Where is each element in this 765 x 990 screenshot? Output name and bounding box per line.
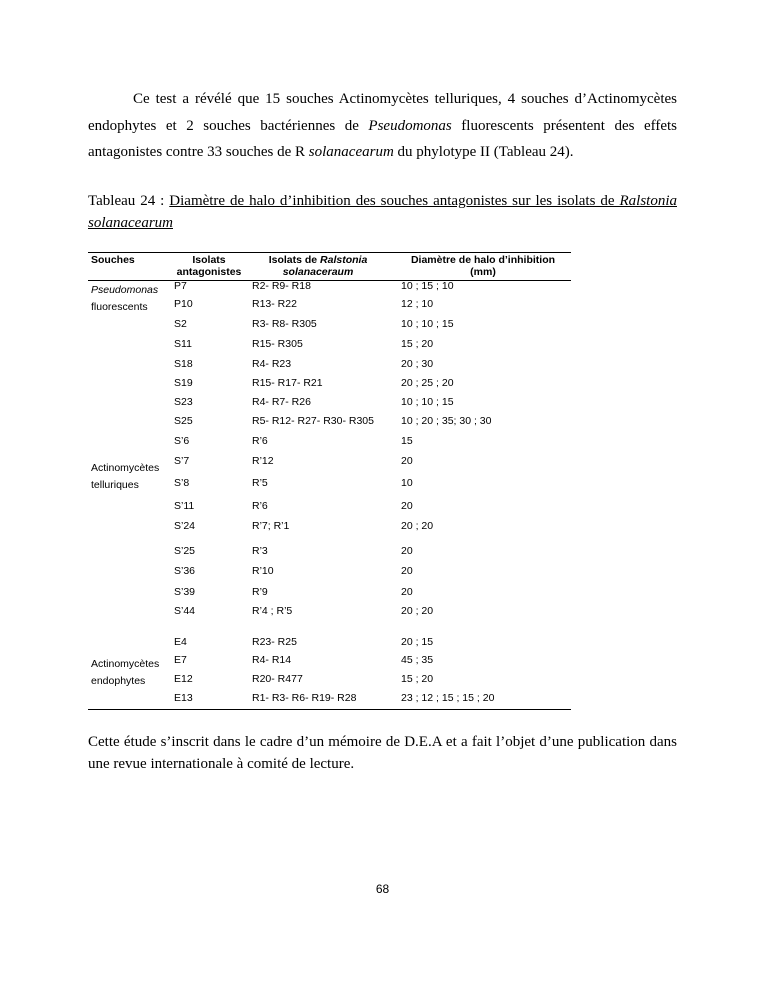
table-bottom-rule <box>88 709 571 710</box>
header-isolats-antagonistes: Isolats antagonistes <box>176 254 242 278</box>
table-cell-ralstonia: R23- R25 <box>252 636 297 648</box>
table-cell-ralstonia: R’3 <box>252 545 268 557</box>
caption-label: Tableau 24 : <box>88 193 170 209</box>
table-cell-ralstonia: R4- R14 <box>252 654 292 666</box>
table-cell-ralstonia: R1- R3- R6- R19- R28 <box>252 692 357 704</box>
table-cell-isolat: S19 <box>174 377 193 389</box>
caption-title: Diamètre de halo d’inhibition des souches antagonistes sur les isolats de Ralstonia solanacearum <box>88 193 677 231</box>
table-cell-ralstonia: R’9 <box>252 586 268 598</box>
table-cell-isolat: E7 <box>174 654 187 666</box>
table-cell-diametre: 10 <box>401 477 413 489</box>
group-actinomycetes-endophytes: Actinomycètes endophytes <box>91 658 160 687</box>
table-cell-diametre: 20 <box>401 455 413 467</box>
table-cell-diametre: 15 <box>401 435 413 447</box>
table-cell-isolat: S’39 <box>174 586 196 598</box>
table-header-rule <box>88 280 571 281</box>
table-cell-isolat: S’11 <box>174 500 195 512</box>
table-cell-isolat: S25 <box>174 415 193 427</box>
group-actinomycetes-telluriques: Actinomycètes telluriques <box>91 462 160 491</box>
table-cell-ralstonia: R’5 <box>252 477 268 489</box>
header-isolats-ralstonia: Isolats de Ralstonia solanaceraum <box>268 254 368 278</box>
table-cell-isolat: S’7 <box>174 455 190 467</box>
table-cell-ralstonia: R5- R12- R27- R30- R305 <box>252 415 374 427</box>
table-cell-diametre: 20 <box>401 565 413 577</box>
table-cell-ralstonia: R13- R22 <box>252 298 297 310</box>
table-cell-isolat: S’24 <box>174 520 196 532</box>
table-cell-isolat: S18 <box>174 358 193 370</box>
table-caption <box>88 190 677 234</box>
header-souches: Souches <box>91 254 135 266</box>
table-cell-ralstonia: R’4 ; R’5 <box>252 605 293 617</box>
table-cell-isolat: S2 <box>174 318 187 330</box>
table-cell-ralstonia: R’10 <box>252 565 274 577</box>
table-cell-diametre: 12 ; 10 <box>401 298 434 310</box>
table-cell-diametre: 20 ; 25 ; 20 <box>401 377 454 389</box>
table-cell-isolat: S’44 <box>174 605 196 617</box>
table-cell-ralstonia: R’6 <box>252 500 268 512</box>
table-cell-ralstonia: R15- R17- R21 <box>252 377 323 389</box>
header-diametre: Diamètre de halo d’inhibition (mm) <box>410 254 556 278</box>
table-cell-diametre: 23 ; 12 ; 15 ; 15 ; 20 <box>401 692 495 704</box>
table-cell-diametre: 15 ; 20 <box>401 338 434 350</box>
group-pseudomonas-fluorescents: Pseudomonas fluorescents <box>91 284 159 313</box>
table-cell-isolat: S23 <box>174 396 193 408</box>
table-cell-ralstonia: R’12 <box>252 455 274 467</box>
table-cell-ralstonia: R20- R477 <box>252 673 303 685</box>
table-cell-diametre: 45 ; 35 <box>401 654 434 666</box>
table-cell-diametre: 20 <box>401 586 413 598</box>
table-cell-isolat: S’25 <box>174 545 196 557</box>
intro-paragraph: Ce test a révélé que 15 souches Actinomycètes telluriques, 4 souches d’Actinomycètes endophytes et 2 souches bactériennes de Pseudomonas fluorescents présentent des effets antagonistes contre 33 souches de R solanacearum du phylotype II (Tableau 24). <box>88 91 678 160</box>
table-cell-ralstonia: R4- R7- R26 <box>252 396 311 408</box>
table-cell-isolat: S’36 <box>174 565 196 577</box>
table-cell-diametre: 20 ; 20 <box>401 605 434 617</box>
table-cell-isolat: S’8 <box>174 477 190 489</box>
table-cell-diametre: 15 ; 20 <box>401 673 434 685</box>
table-cell-diametre: 20 ; 15 <box>401 636 434 648</box>
table-cell-diametre: 20 ; 20 <box>401 520 434 532</box>
table-cell-ralstonia: R3- R8- R305 <box>252 318 317 330</box>
table-cell-diametre: 10 ; 10 ; 15 <box>401 396 454 408</box>
table-cell-isolat: E13 <box>174 692 193 704</box>
table-cell-ralstonia: R4- R23 <box>252 358 292 370</box>
table-cell-isolat: S11 <box>174 338 192 350</box>
table-cell-isolat: P7 <box>174 280 187 292</box>
table-cell-isolat: E12 <box>174 673 193 685</box>
table-cell-diametre: 10 ; 10 ; 15 <box>401 318 454 330</box>
table-cell-diametre: 10 ; 20 ; 35; 30 ; 30 <box>401 415 492 427</box>
table-cell-diametre: 20 ; 30 <box>401 358 434 370</box>
table-cell-ralstonia: R2- R9- R18 <box>252 280 311 292</box>
page-number: 68 <box>375 882 390 896</box>
table-cell-diametre: 20 <box>401 500 413 512</box>
table-cell-ralstonia: R’7; R’1 <box>252 520 290 532</box>
table-cell-isolat: S’6 <box>174 435 190 447</box>
table-cell-isolat: P10 <box>174 298 193 310</box>
table-cell-diametre: 10 ; 15 ; 10 <box>401 280 454 292</box>
table-cell-ralstonia: R15- R305 <box>252 338 303 350</box>
table-top-rule <box>88 252 571 253</box>
table-cell-ralstonia: R’6 <box>252 435 268 447</box>
table-cell-diametre: 20 <box>401 545 413 557</box>
conclusion-paragraph: Cette étude s’inscrit dans le cadre d’un mémoire de D.E.A et a fait l’objet d’une publication dans une revue internationale à comité de lecture. <box>88 734 677 772</box>
table-cell-isolat: E4 <box>174 636 187 648</box>
